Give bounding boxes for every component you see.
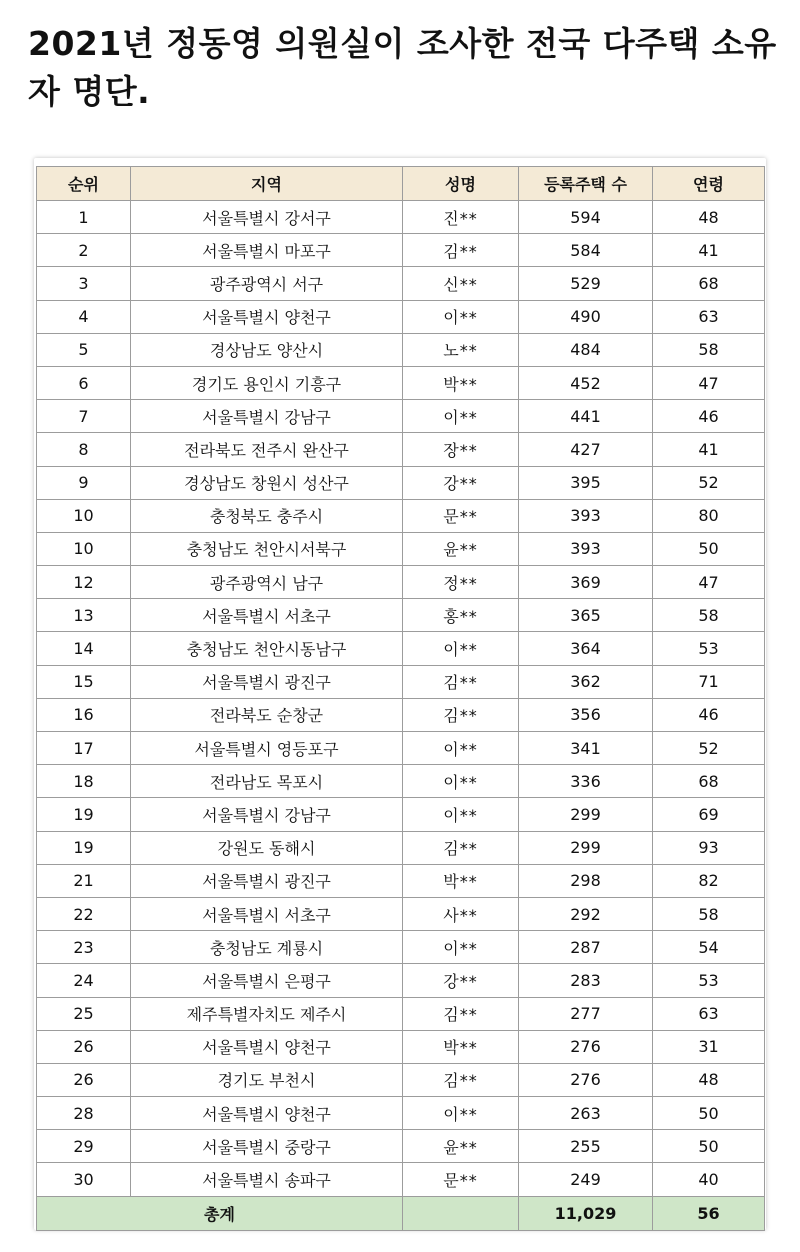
cell-rank: 25 xyxy=(37,997,131,1030)
cell-rank: 29 xyxy=(37,1130,131,1163)
cell-name: 정** xyxy=(403,566,519,599)
table-row xyxy=(37,732,765,765)
headline: 2021년 정동영 의원실이 조사한 전국 다주택 소유자 명단. xyxy=(28,24,777,111)
cell-houses: 393 xyxy=(519,499,653,532)
table-row xyxy=(37,499,765,532)
cell-region: 충청남도 천안시동남구 xyxy=(131,632,403,665)
cell-name: 사** xyxy=(403,897,519,930)
cell-rank: 6 xyxy=(37,366,131,399)
cell-houses: 283 xyxy=(519,964,653,997)
table-row xyxy=(37,1063,765,1096)
cell-houses: 263 xyxy=(519,1097,653,1130)
cell-name: 이** xyxy=(403,632,519,665)
table-row xyxy=(37,864,765,897)
cell-rank: 8 xyxy=(37,433,131,466)
cell-region: 서울특별시 광진구 xyxy=(131,665,403,698)
cell-rank: 12 xyxy=(37,566,131,599)
cell-houses: 249 xyxy=(519,1163,653,1196)
cell-age: 71 xyxy=(653,665,765,698)
cell-houses: 277 xyxy=(519,997,653,1030)
cell-name: 강** xyxy=(403,964,519,997)
cell-age: 52 xyxy=(653,466,765,499)
owners-table xyxy=(36,166,765,1231)
cell-region: 서울특별시 마포구 xyxy=(131,234,403,267)
cell-houses: 594 xyxy=(519,201,653,234)
cell-houses: 299 xyxy=(519,831,653,864)
header-houses: 등록주택 수 xyxy=(519,167,653,201)
cell-rank: 26 xyxy=(37,1063,131,1096)
header-name: 성명 xyxy=(403,167,519,201)
cell-rank: 16 xyxy=(37,698,131,731)
cell-region: 광주광역시 남구 xyxy=(131,566,403,599)
cell-name: 강** xyxy=(403,466,519,499)
cell-age: 46 xyxy=(653,698,765,731)
cell-houses: 356 xyxy=(519,698,653,731)
cell-rank: 23 xyxy=(37,931,131,964)
cell-region: 전라남도 목포시 xyxy=(131,765,403,798)
cell-name: 김** xyxy=(403,665,519,698)
cell-houses: 298 xyxy=(519,864,653,897)
cell-name: 윤** xyxy=(403,1130,519,1163)
cell-rank: 2 xyxy=(37,234,131,267)
cell-age: 58 xyxy=(653,897,765,930)
cell-houses: 276 xyxy=(519,1063,653,1096)
cell-age: 46 xyxy=(653,400,765,433)
cell-rank: 3 xyxy=(37,267,131,300)
cell-age: 48 xyxy=(653,1063,765,1096)
cell-age: 52 xyxy=(653,732,765,765)
cell-rank: 19 xyxy=(37,798,131,831)
cell-name: 김** xyxy=(403,997,519,1030)
cell-region: 경상남도 양산시 xyxy=(131,333,403,366)
cell-rank: 7 xyxy=(37,400,131,433)
cell-age: 47 xyxy=(653,566,765,599)
cell-houses: 292 xyxy=(519,897,653,930)
cell-age: 50 xyxy=(653,532,765,565)
cell-rank: 21 xyxy=(37,864,131,897)
cell-name: 윤** xyxy=(403,532,519,565)
table-card xyxy=(34,158,766,1230)
cell-region: 강원도 동해시 xyxy=(131,831,403,864)
table-row xyxy=(37,964,765,997)
cell-rank: 26 xyxy=(37,1030,131,1063)
table-row xyxy=(37,897,765,930)
cell-name: 이** xyxy=(403,798,519,831)
cell-houses: 395 xyxy=(519,466,653,499)
cell-age: 69 xyxy=(653,798,765,831)
cell-name: 이** xyxy=(403,931,519,964)
cell-region: 서울특별시 강남구 xyxy=(131,400,403,433)
cell-rank: 24 xyxy=(37,964,131,997)
table-header-row xyxy=(37,167,765,201)
cell-age: 53 xyxy=(653,964,765,997)
cell-houses: 490 xyxy=(519,300,653,333)
table-row xyxy=(37,1097,765,1130)
cell-age: 41 xyxy=(653,234,765,267)
cell-region: 서울특별시 양천구 xyxy=(131,1030,403,1063)
cell-name: 문** xyxy=(403,1163,519,1196)
cell-name: 이** xyxy=(403,400,519,433)
cell-region: 서울특별시 강남구 xyxy=(131,798,403,831)
table-row xyxy=(37,1030,765,1063)
cell-rank: 19 xyxy=(37,831,131,864)
cell-name: 홍** xyxy=(403,599,519,632)
cell-houses: 287 xyxy=(519,931,653,964)
cell-name: 신** xyxy=(403,267,519,300)
cell-houses: 452 xyxy=(519,366,653,399)
cell-region: 경기도 용인시 기흥구 xyxy=(131,366,403,399)
cell-rank: 10 xyxy=(37,532,131,565)
cell-houses: 529 xyxy=(519,267,653,300)
cell-region: 광주광역시 서구 xyxy=(131,267,403,300)
cell-houses: 276 xyxy=(519,1030,653,1063)
cell-age: 93 xyxy=(653,831,765,864)
table-row xyxy=(37,665,765,698)
table-row xyxy=(37,997,765,1030)
cell-rank: 1 xyxy=(37,201,131,234)
table-row xyxy=(37,532,765,565)
total-houses: 11,029 xyxy=(519,1196,653,1230)
cell-houses: 362 xyxy=(519,665,653,698)
cell-houses: 484 xyxy=(519,333,653,366)
cell-region: 경기도 부천시 xyxy=(131,1063,403,1096)
cell-name: 김** xyxy=(403,1063,519,1096)
cell-name: 이** xyxy=(403,1097,519,1130)
cell-name: 박** xyxy=(403,1030,519,1063)
table-row xyxy=(37,1130,765,1163)
cell-name: 장** xyxy=(403,433,519,466)
cell-region: 서울특별시 서초구 xyxy=(131,599,403,632)
cell-age: 82 xyxy=(653,864,765,897)
table-row xyxy=(37,366,765,399)
cell-houses: 299 xyxy=(519,798,653,831)
table-row xyxy=(37,201,765,234)
cell-rank: 15 xyxy=(37,665,131,698)
cell-region: 제주특별자치도 제주시 xyxy=(131,997,403,1030)
cell-age: 53 xyxy=(653,632,765,665)
cell-age: 68 xyxy=(653,267,765,300)
cell-name: 노** xyxy=(403,333,519,366)
cell-age: 63 xyxy=(653,300,765,333)
cell-rank: 22 xyxy=(37,897,131,930)
total-row xyxy=(37,1196,765,1230)
cell-houses: 441 xyxy=(519,400,653,433)
cell-name: 박** xyxy=(403,366,519,399)
header-rank: 순위 xyxy=(37,167,131,201)
cell-name: 문** xyxy=(403,499,519,532)
table-row xyxy=(37,466,765,499)
cell-age: 40 xyxy=(653,1163,765,1196)
cell-rank: 28 xyxy=(37,1097,131,1130)
cell-houses: 369 xyxy=(519,566,653,599)
cell-age: 58 xyxy=(653,333,765,366)
cell-region: 전라북도 순창군 xyxy=(131,698,403,731)
cell-region: 충청북도 충주시 xyxy=(131,499,403,532)
cell-region: 서울특별시 송파구 xyxy=(131,1163,403,1196)
table-body xyxy=(37,201,765,1197)
cell-houses: 584 xyxy=(519,234,653,267)
table-row xyxy=(37,698,765,731)
cell-name: 이** xyxy=(403,732,519,765)
cell-age: 54 xyxy=(653,931,765,964)
cell-region: 서울특별시 강서구 xyxy=(131,201,403,234)
cell-region: 서울특별시 중랑구 xyxy=(131,1130,403,1163)
cell-houses: 365 xyxy=(519,599,653,632)
cell-region: 충청남도 천안시서북구 xyxy=(131,532,403,565)
header-region: 지역 xyxy=(131,167,403,201)
cell-age: 47 xyxy=(653,366,765,399)
total-name-empty xyxy=(403,1196,519,1230)
table-row xyxy=(37,300,765,333)
table-row xyxy=(37,234,765,267)
table-row xyxy=(37,333,765,366)
cell-rank: 13 xyxy=(37,599,131,632)
cell-name: 박** xyxy=(403,864,519,897)
cell-rank: 18 xyxy=(37,765,131,798)
cell-name: 진** xyxy=(403,201,519,234)
cell-region: 서울특별시 광진구 xyxy=(131,864,403,897)
table-row xyxy=(37,831,765,864)
table-row xyxy=(37,566,765,599)
cell-name: 김** xyxy=(403,831,519,864)
table-row xyxy=(37,798,765,831)
cell-region: 서울특별시 양천구 xyxy=(131,300,403,333)
table-row xyxy=(37,433,765,466)
cell-houses: 427 xyxy=(519,433,653,466)
table-row xyxy=(37,400,765,433)
header-age: 연령 xyxy=(653,167,765,201)
cell-age: 68 xyxy=(653,765,765,798)
cell-rank: 10 xyxy=(37,499,131,532)
cell-region: 서울특별시 서초구 xyxy=(131,897,403,930)
cell-rank: 14 xyxy=(37,632,131,665)
table-row xyxy=(37,599,765,632)
cell-houses: 336 xyxy=(519,765,653,798)
cell-rank: 30 xyxy=(37,1163,131,1196)
cell-region: 충청남도 계룡시 xyxy=(131,931,403,964)
cell-name: 김** xyxy=(403,234,519,267)
cell-houses: 341 xyxy=(519,732,653,765)
total-label: 총계 xyxy=(37,1196,403,1230)
cell-rank: 9 xyxy=(37,466,131,499)
cell-name: 이** xyxy=(403,765,519,798)
cell-age: 48 xyxy=(653,201,765,234)
cell-region: 경상남도 창원시 성산구 xyxy=(131,466,403,499)
cell-name: 김** xyxy=(403,698,519,731)
table-row xyxy=(37,765,765,798)
table-row xyxy=(37,267,765,300)
total-age: 56 xyxy=(653,1196,765,1230)
cell-rank: 17 xyxy=(37,732,131,765)
cell-age: 50 xyxy=(653,1130,765,1163)
cell-age: 41 xyxy=(653,433,765,466)
cell-rank: 4 xyxy=(37,300,131,333)
cell-age: 80 xyxy=(653,499,765,532)
cell-houses: 393 xyxy=(519,532,653,565)
table-row xyxy=(37,632,765,665)
cell-region: 전라북도 전주시 완산구 xyxy=(131,433,403,466)
cell-houses: 364 xyxy=(519,632,653,665)
cell-age: 31 xyxy=(653,1030,765,1063)
cell-region: 서울특별시 영등포구 xyxy=(131,732,403,765)
cell-rank: 5 xyxy=(37,333,131,366)
cell-region: 서울특별시 은평구 xyxy=(131,964,403,997)
table-row xyxy=(37,931,765,964)
cell-age: 63 xyxy=(653,997,765,1030)
cell-region: 서울특별시 양천구 xyxy=(131,1097,403,1130)
cell-age: 50 xyxy=(653,1097,765,1130)
table-row xyxy=(37,1163,765,1196)
cell-name: 이** xyxy=(403,300,519,333)
cell-houses: 255 xyxy=(519,1130,653,1163)
cell-age: 58 xyxy=(653,599,765,632)
